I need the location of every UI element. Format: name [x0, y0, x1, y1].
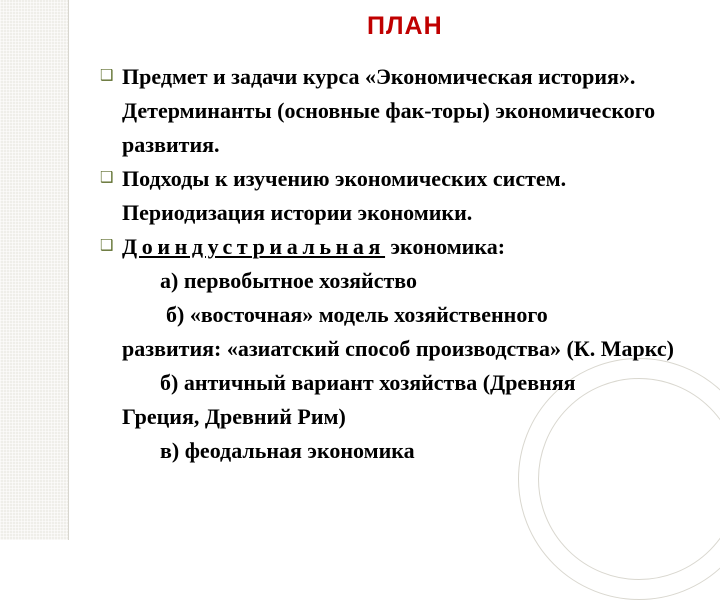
- bullet-text: Подходы к изучению экономических систем. Периодизация истории экономики.: [122, 166, 567, 225]
- spaced-term: Доиндустриальная: [122, 234, 386, 259]
- checkbox-bullet-icon: ❑: [100, 168, 114, 186]
- sub-item-text: б) «восточная» модель хозяйственного: [166, 302, 548, 327]
- decorative-left-band: [0, 0, 68, 540]
- sub-item: [100, 264, 706, 298]
- checkbox-bullet-icon: ❑: [100, 66, 114, 84]
- checkbox-bullet-icon: ❑: [100, 236, 114, 254]
- sub-item-continuation: Греция, Древний Рим): [122, 404, 346, 429]
- left-band-divider: [68, 0, 69, 540]
- sub-item-continuation: развития: «азиатский способ производства» (К. Маркс): [122, 336, 674, 361]
- sub-item: [100, 298, 706, 366]
- slide-content: [100, 60, 706, 468]
- bullet-text: экономика:: [385, 234, 506, 259]
- sub-item-text: б) античный вариант хозяйства (Древняя: [160, 370, 576, 395]
- bullet-text: Предмет и задачи курса «Экономическая история». Детерминанты (основные фак-торы) экономического развития.: [122, 64, 656, 157]
- bullet-item: [100, 230, 706, 264]
- slide-title: ПЛАН: [367, 12, 443, 40]
- sub-item-text: в) феодальная экономика: [160, 438, 415, 463]
- bullet-item: [100, 162, 706, 230]
- sub-item: [100, 434, 706, 468]
- sub-item-text: а) первобытное хозяйство: [160, 268, 418, 293]
- bullet-item: [100, 60, 706, 162]
- sub-item: [100, 366, 706, 434]
